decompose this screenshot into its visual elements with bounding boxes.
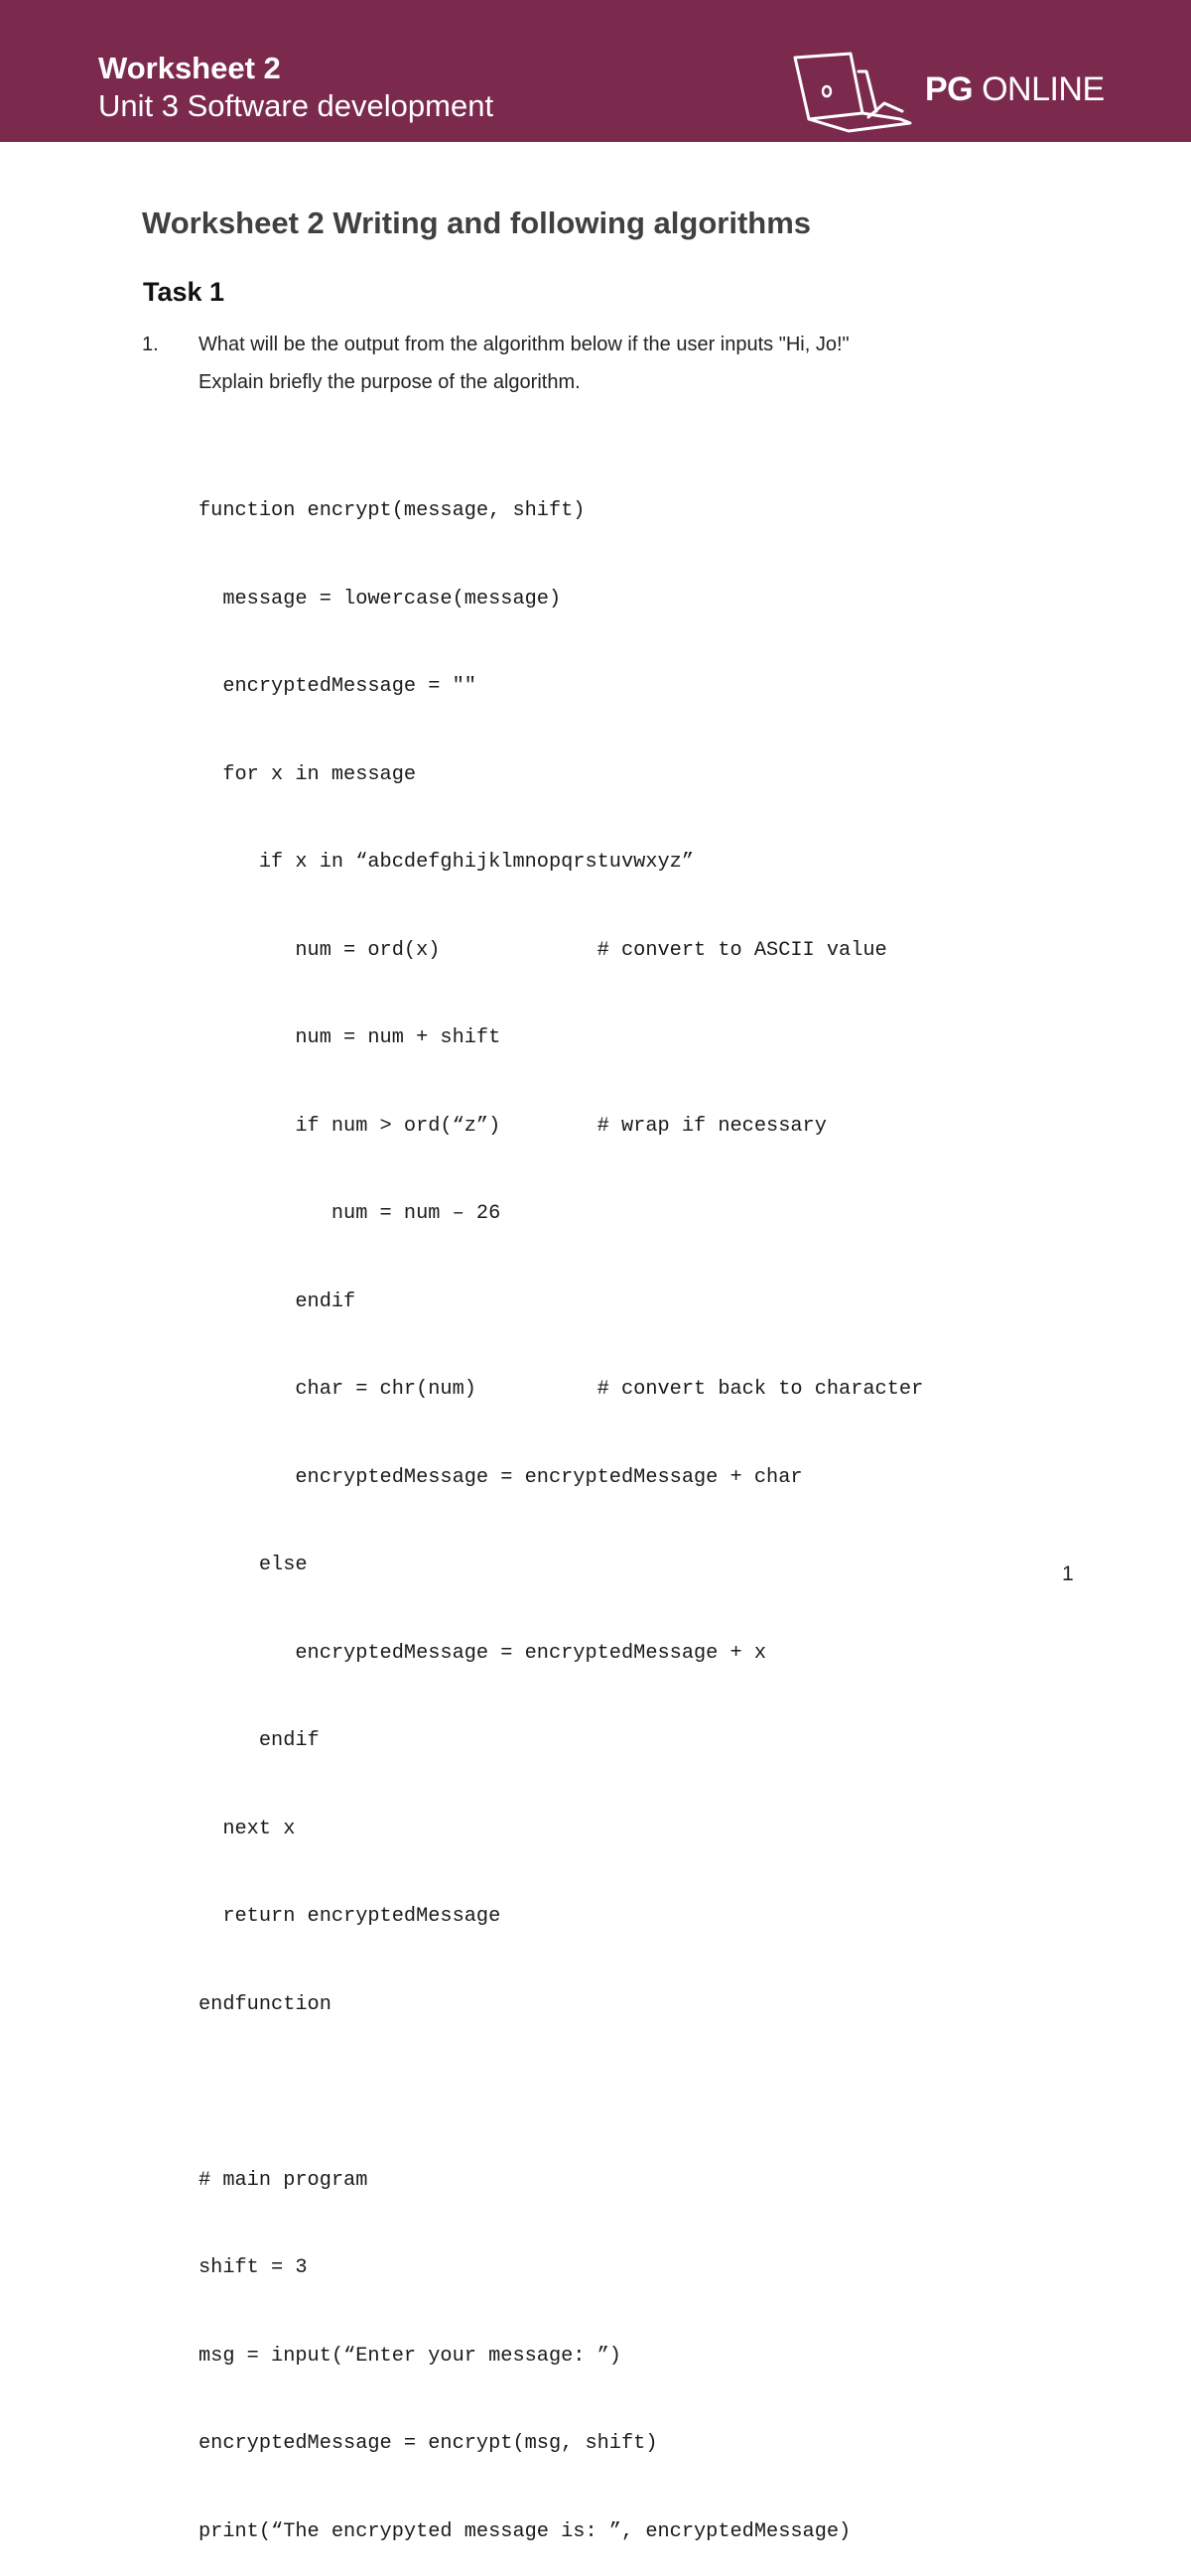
code-line: # main program xyxy=(198,2168,368,2192)
code-line: function encrypt(message, shift) xyxy=(198,499,586,522)
code-block xyxy=(198,438,923,2576)
code-line: else xyxy=(198,1554,308,1576)
code-line: next x xyxy=(198,1817,296,1840)
header-title: Worksheet 2 xyxy=(98,51,281,85)
pg-online-logo xyxy=(789,50,1107,139)
code-line: encryptedMessage = "" xyxy=(198,675,476,698)
code-line: encryptedMessage = encryptedMessage + char xyxy=(198,1465,803,1489)
header-band xyxy=(0,0,1191,142)
code-line: if num > ord(“z”) # wrap if necessary xyxy=(198,1114,827,1138)
page-heading: Worksheet 2 Writing and following algorithms xyxy=(142,205,812,240)
code-line: for x in message xyxy=(198,762,417,786)
code-line: print(“The encrypyted message is: ”, encryptedMessage) xyxy=(198,2519,852,2543)
code-line: return encryptedMessage xyxy=(198,1905,501,1928)
code-line: char = chr(num) # convert back to character xyxy=(198,1378,924,1401)
code-line: num = num – 26 xyxy=(198,1202,501,1225)
question-number: 1. xyxy=(142,334,159,355)
code-line: num = num + shift xyxy=(198,1026,501,1049)
code-line: endfunction xyxy=(198,1992,331,2016)
code-line: endif xyxy=(198,1289,356,1313)
question-instruction: Explain briefly the purpose of the algorithm. xyxy=(198,371,581,393)
question-text: What will be the output from the algorithm below if the user inputs "Hi, Jo!" xyxy=(198,334,850,355)
logo-text xyxy=(925,69,1105,109)
logo-text-pg: PG xyxy=(925,70,974,108)
code-line: encryptedMessage = encrypt(msg, shift) xyxy=(198,2432,658,2455)
page-number: 1 xyxy=(1062,1562,1074,1585)
laptop-logo-icon xyxy=(789,50,913,134)
code-line: num = ord(x) # convert to ASCII value xyxy=(198,938,887,962)
code-line: message = lowercase(message) xyxy=(198,587,562,610)
code-line: encryptedMessage = encryptedMessage + x xyxy=(198,1641,767,1665)
task-heading: Task 1 xyxy=(143,277,225,307)
header-subtitle: Unit 3 Software development xyxy=(98,88,494,123)
code-line: if x in “abcdefghijklmnopqrstuvwxyz” xyxy=(198,851,694,874)
code-line: endif xyxy=(198,1729,320,1752)
code-line xyxy=(198,2078,923,2107)
logo-text-online: ONLINE xyxy=(982,70,1105,108)
code-line: shift = 3 xyxy=(198,2256,308,2279)
code-line: msg = input(“Enter your message: ”) xyxy=(198,2344,621,2368)
